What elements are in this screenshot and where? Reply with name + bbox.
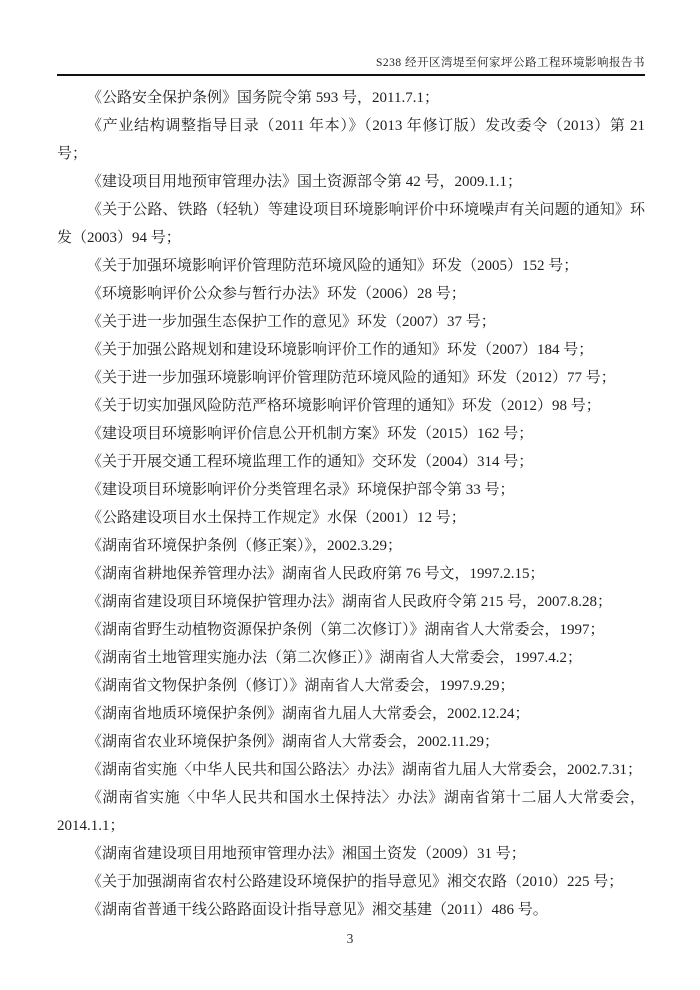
regulation-entry: 《湖南省实施〈中华人民共和国水土保持法〉办法》湖南省第十二届人大常委会，2014.1.1； (57, 790, 645, 834)
regulation-entry: 《湖南省文物保护条例（修订）》湖南省人大常委会，1997.9.29； (87, 678, 515, 694)
regulation-entry: 《关于加强湖南省农村公路建设环境保护的指导意见》湘交农路（2010）225 号； (87, 874, 624, 890)
page-footer (0, 930, 700, 948)
page-number: 3 (346, 931, 354, 946)
regulation-entry: 《湖南省建设项目环境保护管理办法》湖南省人民政府令第 215 号，2007.8.28； (87, 594, 613, 610)
regulation-list (57, 84, 645, 924)
regulation-entry: 《湖南省农业环境保护条例》湖南省人大常委会，2002.11.29； (87, 734, 499, 750)
regulation-entry: 《建设项目环境影响评价信息公开机制方案》环发（2015）162 号； (87, 426, 534, 442)
regulation-entry: 《关于加强环境影响评价管理防范环境风险的通知》环发（2005）152 号； (87, 258, 579, 274)
regulation-entry: 《湖南省土地管理实施办法（第二次修正）》湖南省人大常委会，1997.4.2； (87, 650, 583, 666)
header-rule (57, 74, 645, 76)
regulation-entry: 《公路建设项目水土保持工作规定》水保（2001）12 号； (87, 510, 466, 526)
regulation-entry: 《产业结构调整指导目录（2011 年本）》（2013 年修订版）发改委令（2013）第 21 号； (57, 118, 645, 162)
regulation-entry: 《环境影响评价公众参与暂行办法》环发（2006）28 号； (87, 286, 466, 302)
regulation-entry: 《关于进一步加强环境影响评价管理防范环境风险的通知》环发（2012）77 号； (87, 370, 616, 386)
regulation-entry: 《关于加强公路规划和建设环境影响评价工作的通知》环发（2007）184 号； (87, 342, 594, 358)
page-header (57, 0, 645, 84)
regulation-entry: 《湖南省野生动植物资源保护条例（第二次修订）》湖南省人大常委会，1997； (87, 622, 605, 638)
regulation-entry: 《湖南省实施〈中华人民共和国公路法〉办法》湖南省九届人大常委会，2002.7.31； (87, 762, 643, 778)
regulation-entry: 《建设项目用地预审管理办法》国土资源部令第 42 号，2009.1.1； (87, 174, 523, 190)
regulation-entry: 《湖南省普通干线公路路面设计指导意见》湘交基建（2011）486 号。 (87, 902, 548, 918)
regulation-entry: 《湖南省地质环境保护条例》湖南省九届人大常委会，2002.12.24； (87, 706, 530, 722)
regulation-entry: 《公路安全保护条例》国务院令第 593 号，2011.7.1； (87, 90, 439, 106)
regulation-entry: 《关于公路、铁路（轻轨）等建设项目环境影响评价中环境噪声有关问题的通知》环发（2003）94 号； (57, 202, 645, 246)
regulation-entry: 《关于开展交通工程环境监理工作的通知》交环发（2004）314 号； (87, 454, 534, 470)
header-title: S238 经开区湾堤至何家坪公路工程环境影响报告书 (375, 57, 645, 69)
regulation-entry: 《湖南省环境保护条例（修正案）》，2002.3.29； (87, 538, 403, 554)
regulation-entry: 《湖南省建设项目用地预审管理办法》湘国土资发（2009）31 号； (87, 846, 526, 862)
regulation-entry: 《湖南省耕地保养管理办法》湖南省人民政府第 76 号文，1997.2.15； (87, 566, 545, 582)
regulation-entry: 《建设项目环境影响评价分类管理名录》环境保护部令第 33 号； (87, 482, 515, 498)
regulation-entry: 《关于进一步加强生态保护工作的意见》环发（2007）37 号； (87, 314, 496, 330)
regulation-entry: 《关于切实加强风险防范严格环境影响评价管理的通知》环发（2012）98 号； (87, 398, 601, 414)
